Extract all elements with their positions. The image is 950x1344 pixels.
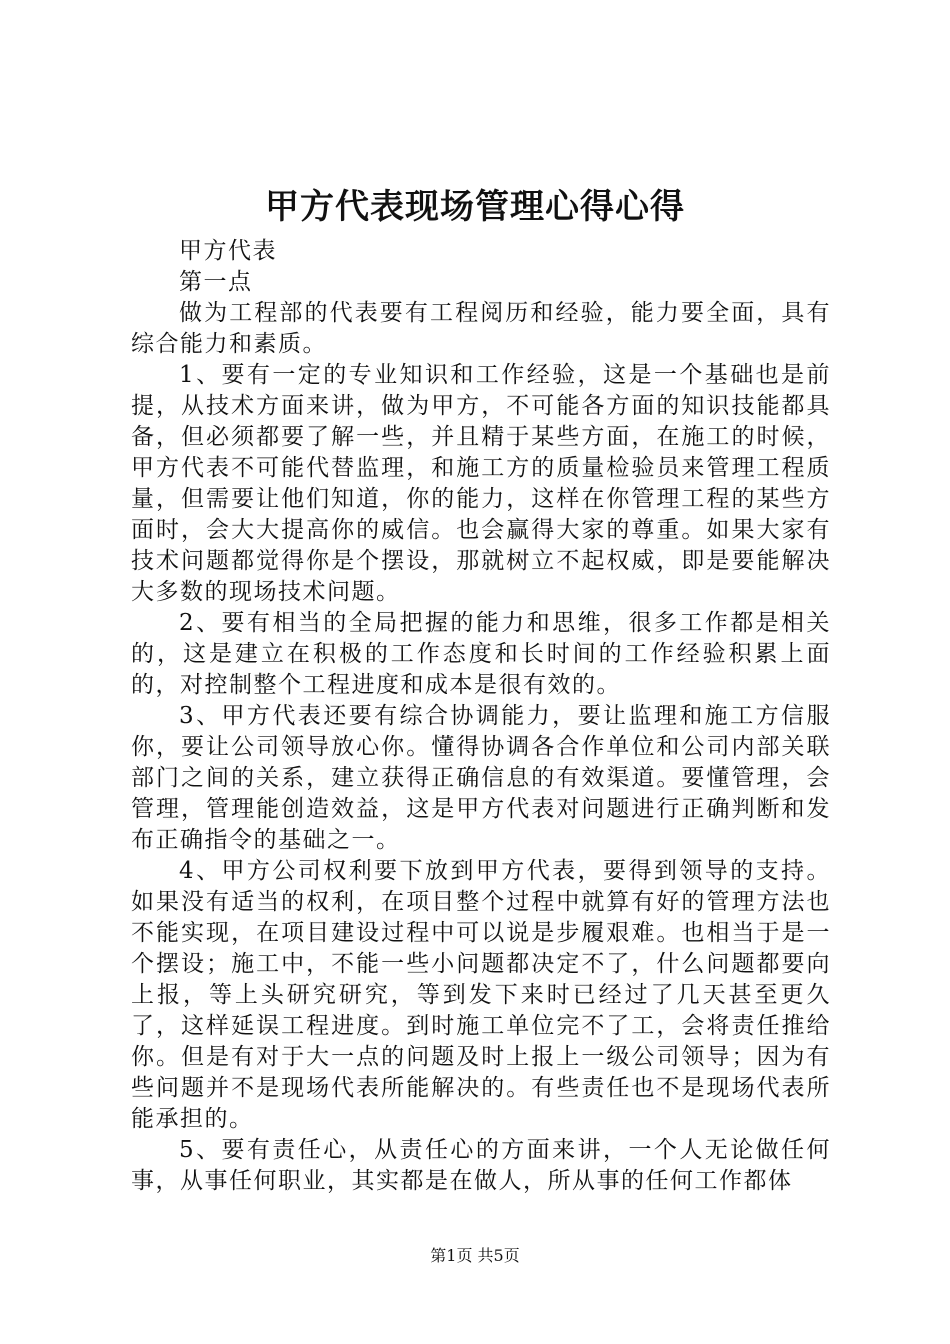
paragraph-point-1: 1、要有一定的专业知识和工作经验，这是一个基础也是前提，从技术方面来讲，做为甲方，不可能各方面的知识技能都具备，但必须都要了解一些，并且精于某些方面，在施工的时候，甲方代表不可能代替监理，和施工方的质量检验员来管理工程质量，但需要让他们知道，你的能力，这样在你管理工程的某些方面时，会大大提高你的威信。也会赢得大家的尊重。如果大家有技术问题都觉得你是个摆设，那就树立不起权威，即是要能解决大多数的现场技术问题。 <box>131 362 831 605</box>
paragraph-point-3: 3、甲方代表还要有综合协调能力，要让监理和施工方信服你，要让公司领导放心你。懂得协调各合作单位和公司内部关联部门之间的关系，建立获得正确信息的有效渠道。要懂管理，会管理，管理能创造效益，这是甲方代表对问题进行正确判断和发布正确指令的基础之一。 <box>131 703 831 853</box>
document-body <box>131 236 831 1197</box>
paragraph-point-5: 5、要有责任心，从责任心的方面来讲，一个人无论做任何事，从事任何职业，其实都是在做人，所从事的任何工作都体 <box>131 1137 831 1194</box>
page-footer: 第1页 共5页 <box>430 1246 520 1265</box>
paragraph-heading: 甲方代表 <box>179 238 277 264</box>
paragraph-subheading: 第一点 <box>179 269 253 295</box>
paragraph-point-2: 2、要有相当的全局把握的能力和思维，很多工作都是相关的，这是建立在积极的工作态度和长时间的工作经验积累上面的，对控制整个工程进度和成本是很有效的。 <box>131 610 831 698</box>
document-title: 甲方代表现场管理心得心得 <box>265 187 685 227</box>
paragraph-intro: 做为工程部的代表要有工程阅历和经验，能力要全面，具有综合能力和素质。 <box>131 300 831 357</box>
paragraph-point-4: 4、甲方公司权利要下放到甲方代表，要得到领导的支持。如果没有适当的权利，在项目整个过程中就算有好的管理方法也不能实现，在项目建设过程中可以说是步履艰难。也相当于是一个摆设；施工中，不能一些小问题都决定不了，什么问题都要向上报，等上头研究研究，等到发下来时已经过了几天甚至更久了，这样延误工程进度。到时施工单位完不了工，会将责任推给你。但是有对于大一点的问题及时上报上一级公司领导；因为有些问题并不是现场代表所能解决的。有些责任也不是现场代表所能承担的。 <box>131 858 831 1132</box>
